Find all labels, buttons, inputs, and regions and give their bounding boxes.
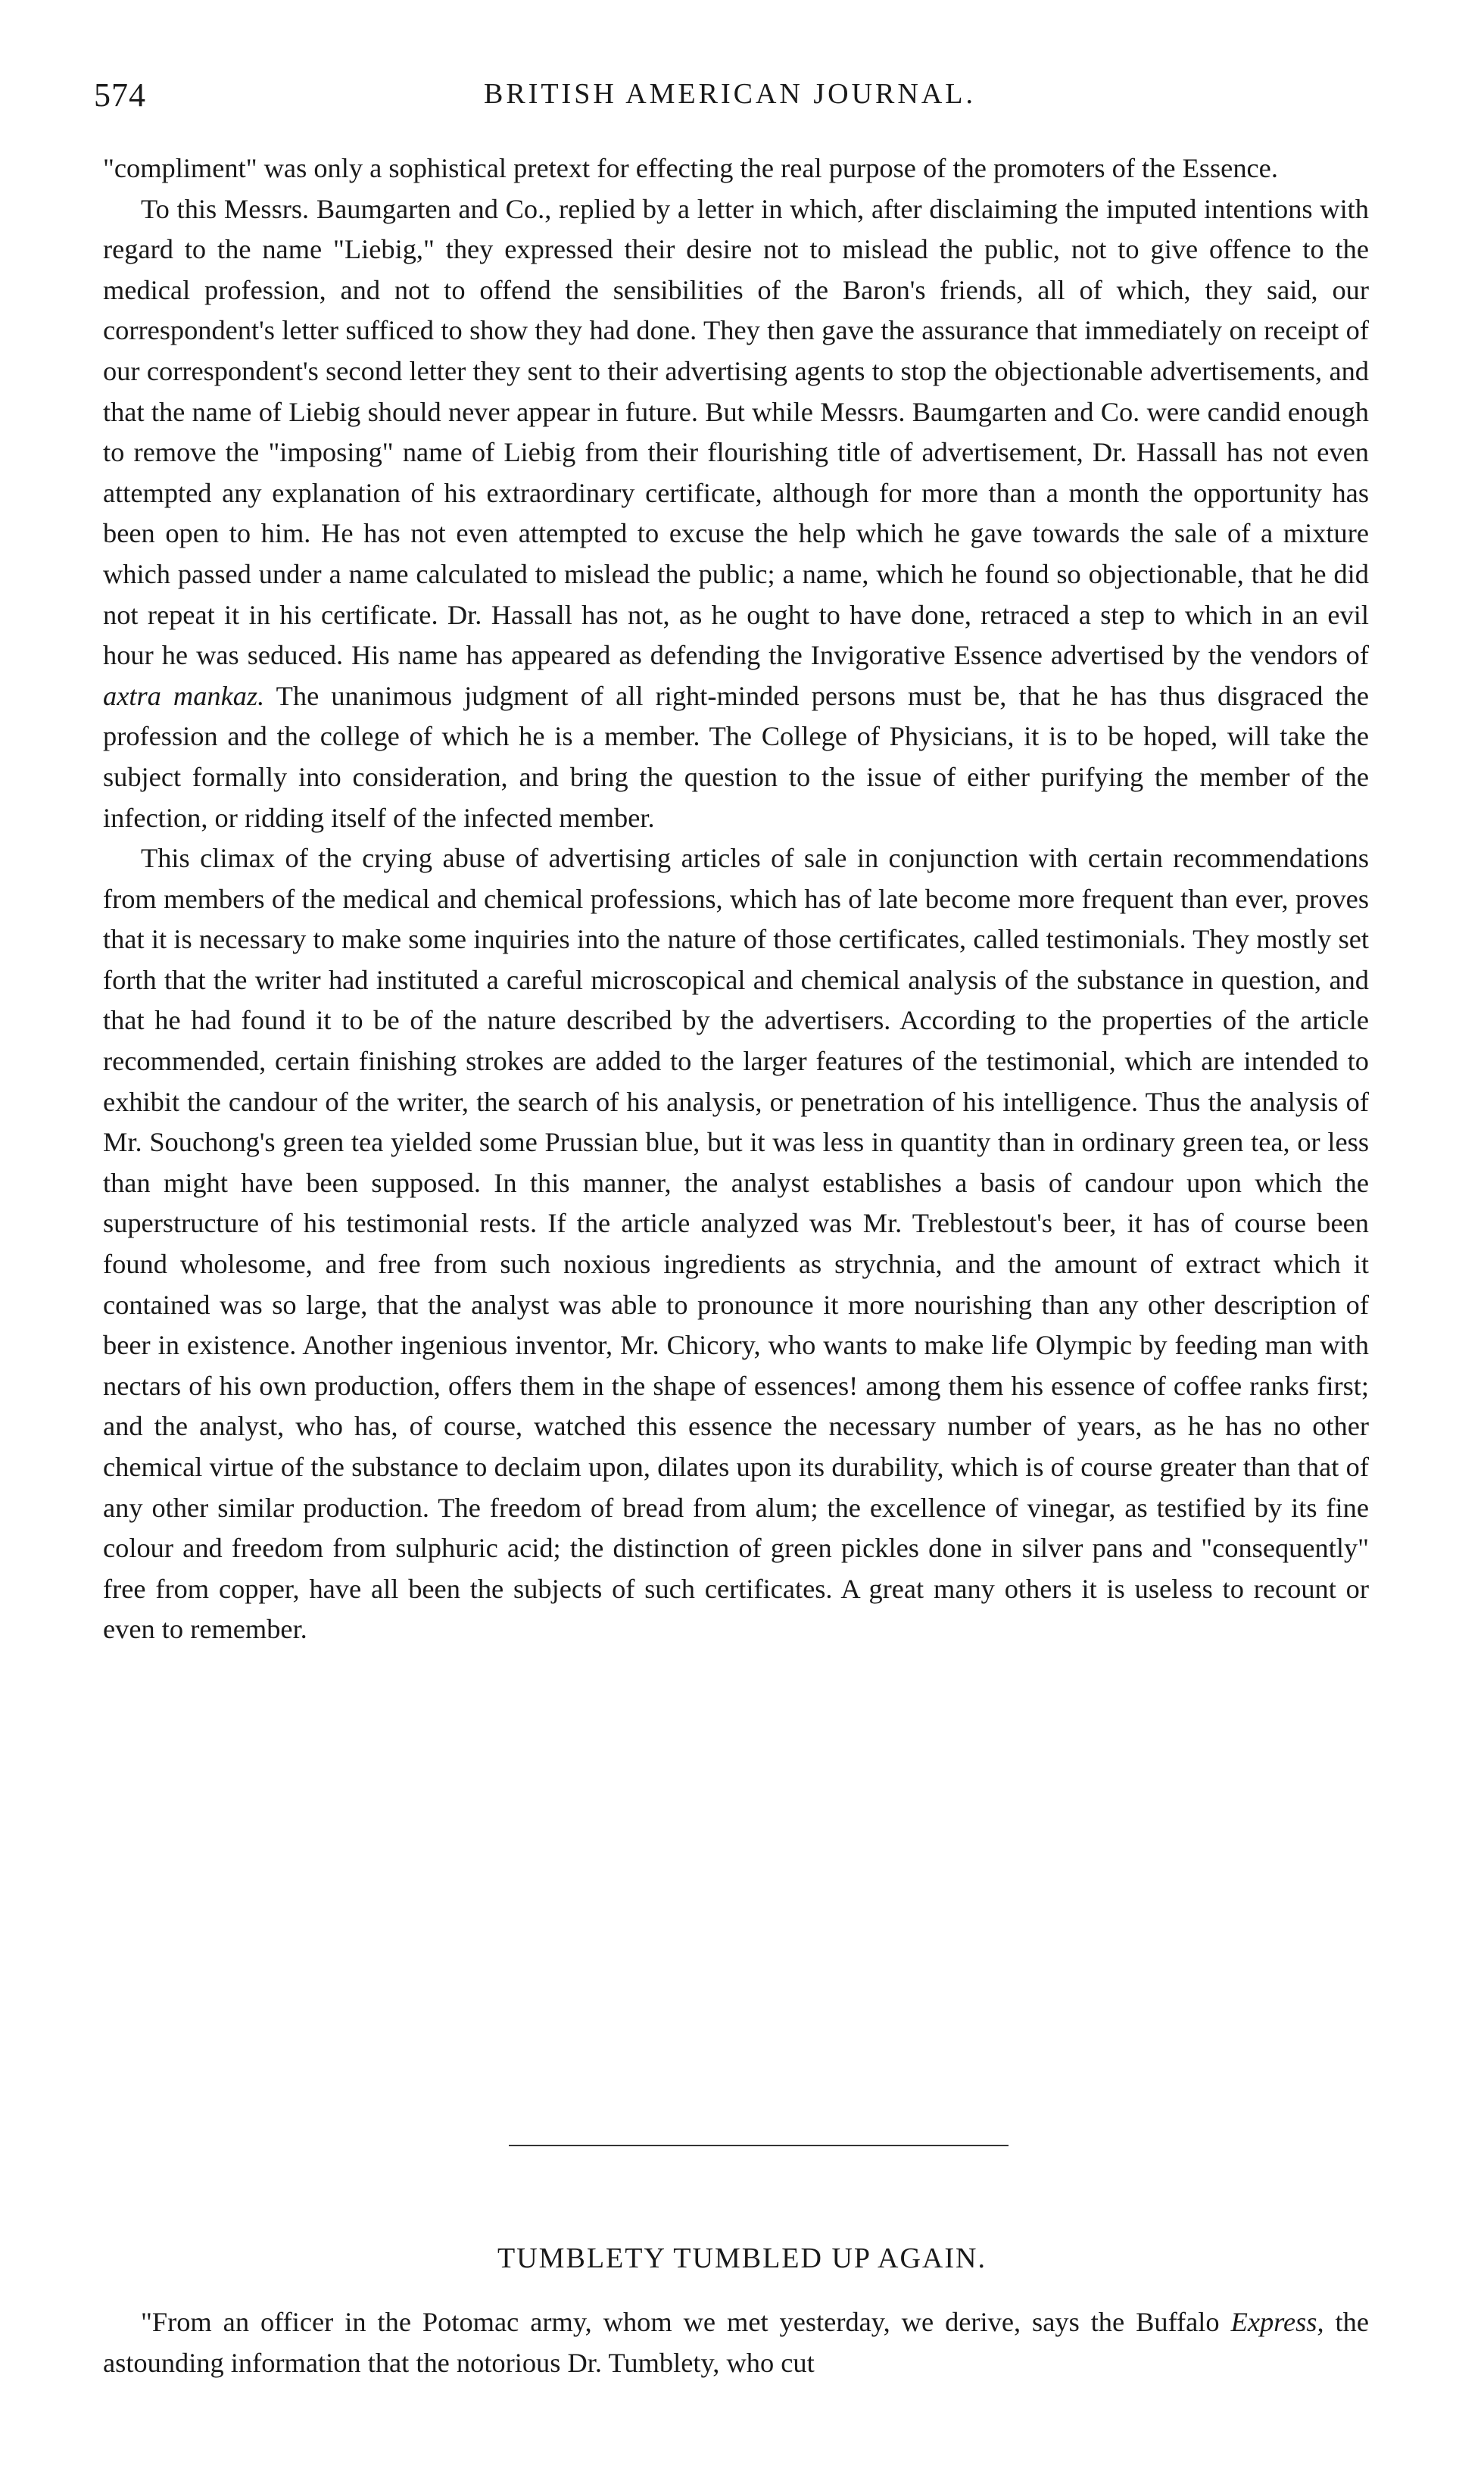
- paragraph-3-text: This climax of the crying abuse of advertising articles of sale in conjunction with certain recommendations from members of the medical and chemical professions, which has of late become more frequent than ever, proves that it is necessary to make some inquiries into the nature of those certificates, called testimonials. They mostly set forth that the writer had instituted a careful microscopical and chemical analysis of the substance in question, and that he had found it to be of the nature described by the advertisers. According to the properties of the article recommended, certain finishing strokes are added to the larger features of the testimonial, which are intended to exhibit the candour of the writer, the search of his analysis, or penetration of his intelligence. Thus the analysis of Mr. Souchong's green tea yielded some Prussian blue, but it was less in quantity than in ordinary green tea, or less than might have been supposed. In this manner, the analyst establishes a basis of candour upon which the superstructure of his testimonial rests. If the article analyzed was Mr. Treblestout's beer, it has of course been found wholesome, and free from such noxious ingredients as strychnia, and the amount of extract which it contained was so large, that the analyst was able to pronounce it more nourishing than any other description of beer in existence. Another ingenious inventor, Mr. Chicory, who wants to make life Olympic by feeding man with nectars of his own production, offers them in the shape of essences! among them his essence of coffee ranks first; and the analyst, who has, of course, watched this essence the necessary number of years, as he has no other chemical virtue of the substance to declaim upon, dilates upon its durability, which is of course greater than that of any other similar production. The freedom of bread from alum; the excellence of vinegar, as testified by its fine colour and freedom from sulphuric acid; the distinction of green pickles done in silver pans and "consequently" free from copper, have all been the subjects of such certificates. A great many others it is useless to recount or even to remember.: [103, 843, 1369, 1645]
- section-italic-source: Express,: [1230, 2307, 1324, 2337]
- paragraph-3: [103, 838, 1369, 1650]
- paragraph-1-text: "compliment" was only a sophistical pretext for effecting the real purpose of the promoters of the Essence.: [103, 153, 1278, 183]
- section-paragraph-1: [103, 2302, 1369, 2383]
- paragraph-2-text: To this Messrs. Baumgarten and Co., replied by a letter in which, after disclaiming the imputed intentions with regard to the name "Liebig," they expressed their desire not to mislead the public, not to give offence to the medical profession, and not to offend the sensibilities of the Baron's friends, all of which, they said, our correspondent's letter sufficed to show they had done. They then gave the assurance that immediately on receipt of our correspondent's second letter they sent to their advertising agents to stop the objectionable advertisements, and that the name of Liebig should never appear in future. But while Messrs. Baumgarten and Co. were candid enough to remove the "imposing" name of Liebig from their flourishing title of advertisement, Dr. Hassall has not even attempted any explanation of his extraordinary certificate, although for more than a month the opportunity has been open to him. He has not even attempted to excuse the help which he gave towards the sale of a mixture which passed under a name calculated to mislead the public; a name, which he found so objectionable, that he did not repeat it in his certificate. Dr. Hassall has not, as he ought to have done, retraced a step to which in an evil hour he was seduced. His name has appeared as defending the Invigorative Essence advertised by the vendors of: [103, 193, 1369, 671]
- paragraph-2-italic: axtra mankaz.: [103, 680, 265, 711]
- running-head: [94, 76, 1366, 121]
- journal-title: BRITISH AMERICAN JOURNAL.: [484, 78, 976, 110]
- section-lead-text: "From an officer in the Potomac army, whom we met yesterday, we derive, says the Buffalo: [141, 2307, 1220, 2337]
- section-lead-text-after: the astounding information that the notorious Dr. Tumblety, who cut: [103, 2307, 1369, 2378]
- paragraph-2-text-after: The unanimous judgment of all right-minded persons must be, that he has thus disgraced the profession and the college of which he is a member. The College of Physicians, it is to be hoped, will take the subject formally into consideration, and bring the question to the issue of either purifying the member of the infection, or ridding itself of the infected member.: [103, 680, 1369, 833]
- section-heading: TUMBLETY TUMBLED UP AGAIN.: [497, 2242, 987, 2274]
- paragraph-1: [103, 148, 1369, 189]
- section-divider: [509, 2145, 1009, 2146]
- paragraph-2: [103, 189, 1369, 839]
- section-body: [103, 2302, 1369, 2383]
- article-body: [103, 148, 1369, 1650]
- page-number: 574: [94, 76, 146, 114]
